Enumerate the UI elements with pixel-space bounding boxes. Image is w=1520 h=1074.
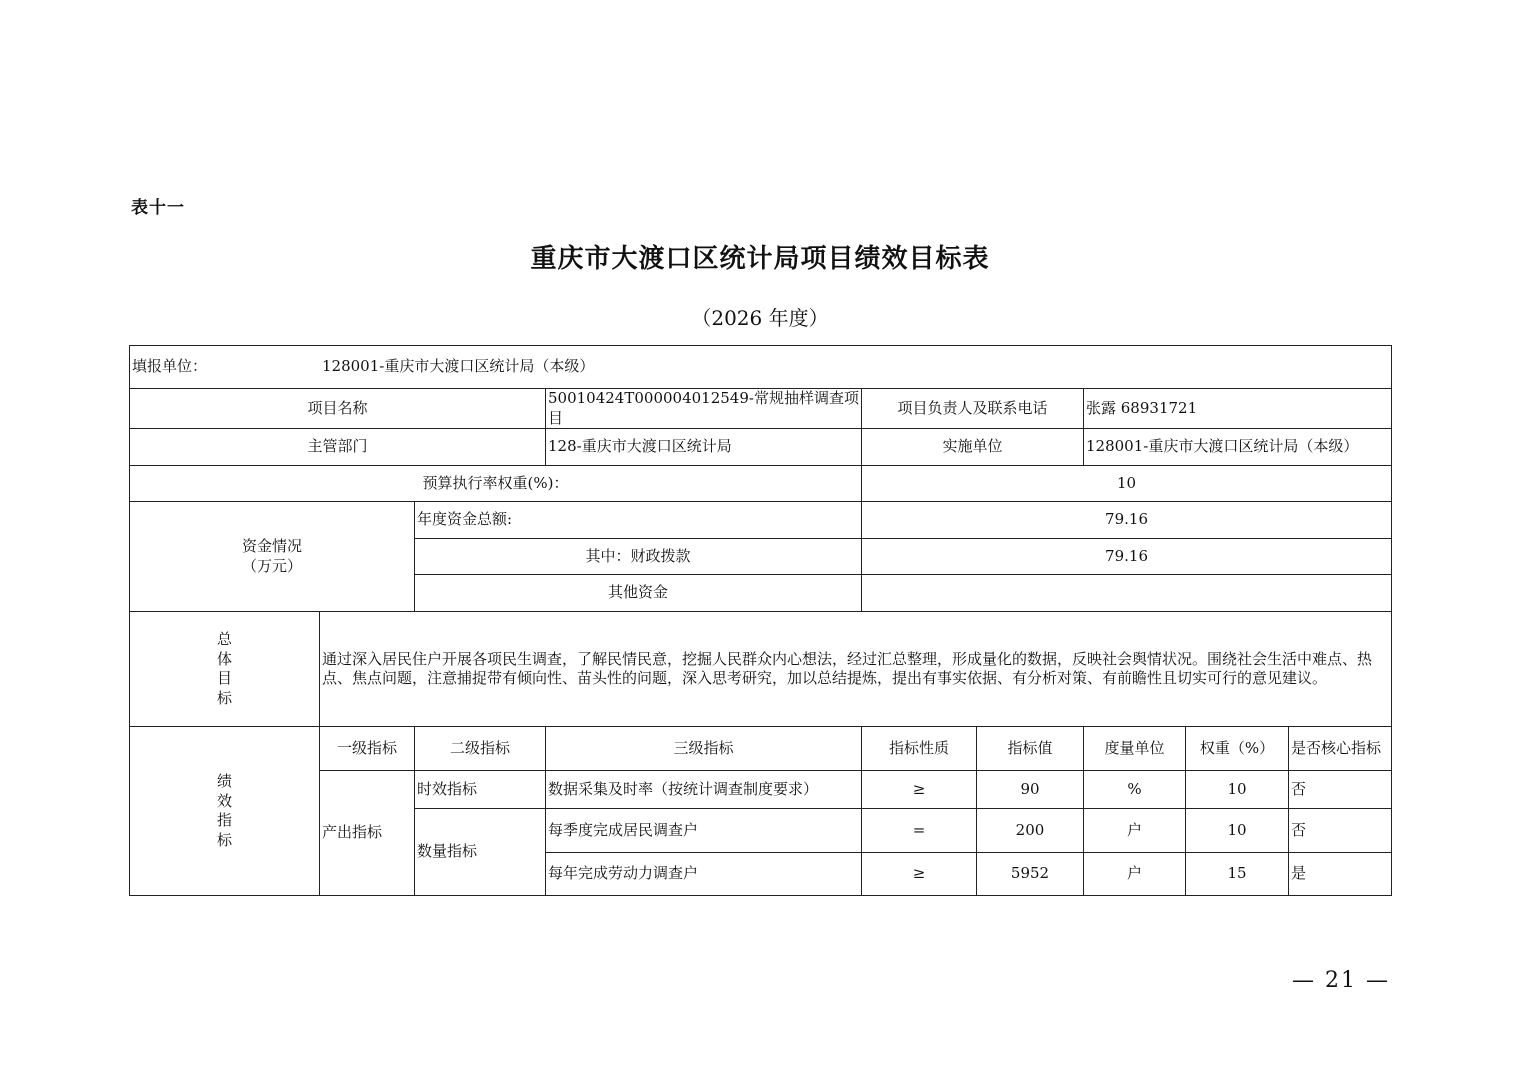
level1-output: 产出指标 <box>320 771 415 896</box>
supervising-dept-row <box>130 429 1392 466</box>
indicator-nature: ≥ <box>862 771 977 809</box>
funds-label <box>130 502 415 612</box>
header-level1: 一级指标 <box>320 727 415 771</box>
performance-char: 标 <box>216 830 232 849</box>
funds-label-line1: 资金情况 <box>241 537 302 555</box>
indicator-unit: 户 <box>1084 853 1186 896</box>
project-lead-label: 项目负责人及联系电话 <box>862 389 1084 429</box>
funds-total-value: 79.16 <box>862 502 1392 539</box>
indicator-nature: = <box>862 809 977 853</box>
project-name-label: 项目名称 <box>130 389 546 429</box>
reporting-unit-label: 填报单位： <box>132 357 208 376</box>
budget-weight-label: 预算执行率权重(%)： <box>130 466 862 502</box>
indicator-core: 否 <box>1289 771 1392 809</box>
performance-char: 指 <box>216 811 232 829</box>
supervising-dept-label: 主管部门 <box>130 429 546 466</box>
overall-goal-label <box>130 612 320 727</box>
indicator-core: 否 <box>1289 809 1392 853</box>
project-lead-value: 张露 68931721 <box>1084 389 1392 429</box>
reporting-unit-value: 128001-重庆市大渡口区统计局（本级） <box>322 357 595 376</box>
header-value: 指标值 <box>977 727 1084 771</box>
project-name-row <box>130 389 1392 429</box>
funds-label-line2: （万元） <box>241 556 302 575</box>
performance-label <box>130 727 320 896</box>
indicator-weight: 10 <box>1186 771 1289 809</box>
funds-fiscal-value: 79.16 <box>862 539 1392 575</box>
page-number: — 21 — <box>1292 968 1390 993</box>
supervising-dept-value: 128-重庆市大渡口区统计局 <box>546 429 862 466</box>
header-core: 是否核心指标 <box>1289 727 1392 771</box>
project-name-value: 50010424T000004012549-常规抽样调查项目 <box>546 389 862 429</box>
overall-goal-text: 通过深入居民住户开展各项民生调查，了解民情民意，挖掘人民群众内心想法，经过汇总整理，形成量化的数据，反映社会舆情状况。围绕社会生活中难点、热点、焦点问题，注意捕捉带有倾向性、苗头性的问题，深入思考研究，加以总结提炼，提出有事实依据、有分析对策、有前瞻性且切实可行的意见建议。 <box>320 612 1392 727</box>
overall-goal-char: 体 <box>216 649 232 668</box>
reporting-unit-cell <box>130 346 1392 389</box>
indicator-core: 是 <box>1289 853 1392 896</box>
overall-goal-char: 目 <box>216 669 232 687</box>
funds-other-value <box>862 575 1392 612</box>
indicator-unit: % <box>1084 771 1186 809</box>
performance-char: 效 <box>216 791 232 810</box>
performance-header-row <box>130 727 1392 771</box>
reporting-unit-row <box>130 346 1392 389</box>
table-row <box>130 771 1392 809</box>
doc-label: 表十一 <box>131 198 185 218</box>
overall-goal-row <box>130 612 1392 727</box>
funds-fiscal-label: 其中：财政拨款 <box>415 539 862 575</box>
funds-total-label: 年度资金总额: <box>415 502 862 539</box>
page-subtitle: （2026 年度） <box>691 306 829 330</box>
level2-quantity: 数量指标 <box>415 809 546 896</box>
header-weight: 权重（%） <box>1186 727 1289 771</box>
indicator-value: 90 <box>977 771 1084 809</box>
level3-name: 每季度完成居民调查户 <box>546 809 862 853</box>
header-level2: 二级指标 <box>415 727 546 771</box>
header-unit: 度量单位 <box>1084 727 1186 771</box>
page-title: 重庆市大渡口区统计局项目绩效目标表 <box>530 244 990 274</box>
funds-total-row <box>130 502 1392 539</box>
budget-weight-row <box>130 466 1392 502</box>
level3-name: 数据采集及时率（按统计调查制度要求） <box>546 771 862 809</box>
indicator-value: 200 <box>977 809 1084 853</box>
indicator-weight: 10 <box>1186 809 1289 853</box>
header-level3: 三级指标 <box>546 727 862 771</box>
overall-goal-char: 标 <box>216 688 232 707</box>
performance-char: 绩 <box>216 772 232 790</box>
budget-weight-value: 10 <box>862 466 1392 502</box>
level2-timeliness: 时效指标 <box>415 771 546 809</box>
funds-other-label: 其他资金 <box>415 575 862 612</box>
level3-name: 每年完成劳动力调查户 <box>546 853 862 896</box>
implementing-unit-label: 实施单位 <box>862 429 1084 466</box>
header-nature: 指标性质 <box>862 727 977 771</box>
implementing-unit-value: 128001-重庆市大渡口区统计局（本级） <box>1084 429 1392 466</box>
indicator-weight: 15 <box>1186 853 1289 896</box>
overall-goal-char: 总 <box>216 630 232 648</box>
indicator-value: 5952 <box>977 853 1084 896</box>
performance-target-table <box>129 345 1392 896</box>
indicator-nature: ≥ <box>862 853 977 896</box>
indicator-unit: 户 <box>1084 809 1186 853</box>
